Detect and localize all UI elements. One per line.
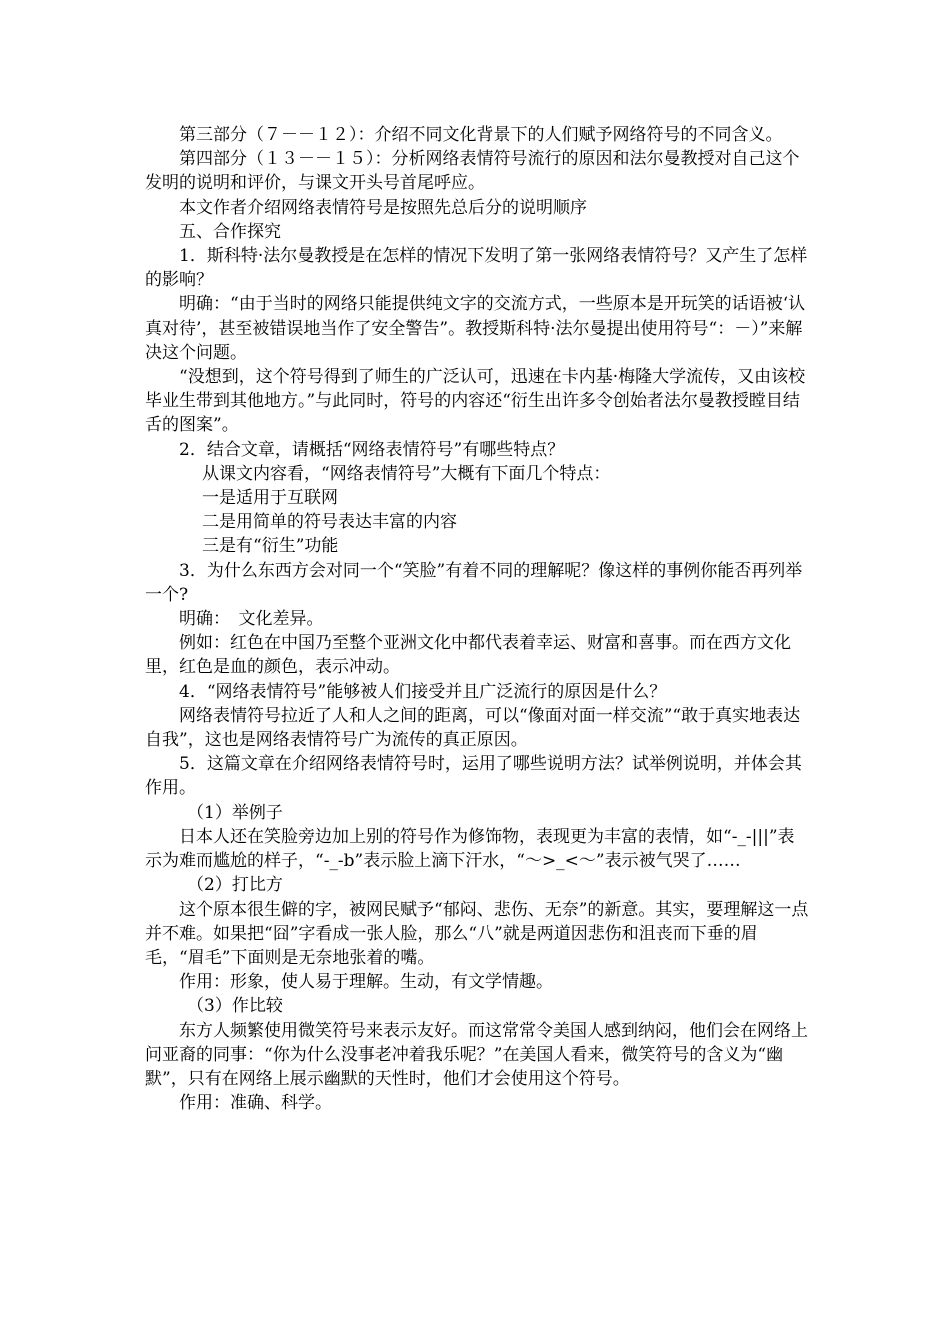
answer: 网络表情符号拉近了人和人之间的距离，可以“像面对面一样交流”“敢于真实地表达自我”，这也是网络表情符号广为流传的真正原因。 [145,705,801,751]
answer: 明确：“由于当时的网络只能提供纯文字的交流方式，一些原本是开玩笑的话语被‘认真对待’，甚至被错误地当作了安全警告”。教授斯科特·法尔曼提出使用符号“：－）”来解决这个问题。 [145,294,806,363]
list-item: 三是有“衍生”功能 [202,536,339,557]
subheading: （2）打比方 [187,875,283,896]
paragraph: 第四部分（１３－－１５）：分析网络表情符号流行的原因和法尔曼教授对自己这个发明的说明和评价，与课文开头号首尾呼应。 [145,149,800,194]
section-heading: 五、合作探究 [179,221,281,242]
answer: 日本人还在笑脸旁边加上别的符号作为修饰物，表现更为丰富的表情，如“-_-|||”表示为难而尴尬的样子，“-_-b”表示脸上滴下汗水，“～>_<～”表示被气哭了…… [145,826,795,872]
question: 4．“网络表情符号”能够被人们接受并且广泛流行的原因是什么？ [179,681,667,702]
paragraph: 本文作者介绍网络表情符号是按照先总后分的说明顺序 [179,197,587,218]
answer: 东方人频繁使用微笑符号来表示友好。而这常常令美国人感到纳闷，他们会在网络上问亚裔的同事：“你为什么没事老冲着我乐呢？”在美国人看来，微笑符号的含义为“幽默”，只有在网络上展示幽默的天性时，他们才会使用这个符号。 [145,1020,808,1089]
list-item: 一是适用于互联网 [202,488,338,509]
document-body [145,123,810,1115]
answer: 明确： 文化差异。 [179,609,324,630]
subheading: （1）举例子 [187,802,283,823]
subheading: （3）作比较 [187,996,283,1017]
answer: 这个原本很生僻的字，被网民赋予“郁闷、悲伤、无奈”的新意。其实，要理解这一点并不难。如果把“囧”字看成一张人脸，那么“八”就是两道因悲伤和沮丧而下垂的眉毛，“眉毛”下面则是无奈地张着的嘴。 [145,899,809,968]
answer: 作用：准确、科学。 [179,1093,332,1114]
question: 5．这篇文章在介绍网络表情符号时，运用了哪些说明方法？试举例说明，并体会其作用。 [145,754,802,799]
question: 2．结合文章，请概括“网络表情符号”有哪些特点？ [179,439,565,460]
answer: 从课文内容看，“网络表情符号”大概有下面几个特点： [202,463,611,484]
list-item: 二是用简单的符号表达丰富的内容 [202,512,457,533]
answer: 作用：形象，使人易于理解。生动，有文学情趣。 [179,972,553,993]
paragraph: 第三部分（７－－１２）：介绍不同文化背景下的人们赋予网络符号的不同含义。 [179,125,783,145]
answer: 例如：红色在中国乃至整个亚洲文化中都代表着幸运、财富和喜事。而在西方文化里，红色是血的颜色，表示冲动。 [145,633,791,678]
question: 1．斯科特·法尔曼教授是在怎样的情况下发明了第一张网络表情符号？又产生了怎样的影响？ [145,246,808,291]
answer: “没想到，这个符号得到了师生的广泛认可，迅速在卡内基·梅隆大学流传，又由该校毕业生带到其他地方。”与此同时，符号的内容还“衍生出许多令创始者法尔曼教授瞠目结舌的图案”。 [145,367,806,436]
question: 3．为什么东西方会对同一个“笑脸”有着不同的理解呢？像这样的事例你能否再列举一个? [145,560,803,605]
